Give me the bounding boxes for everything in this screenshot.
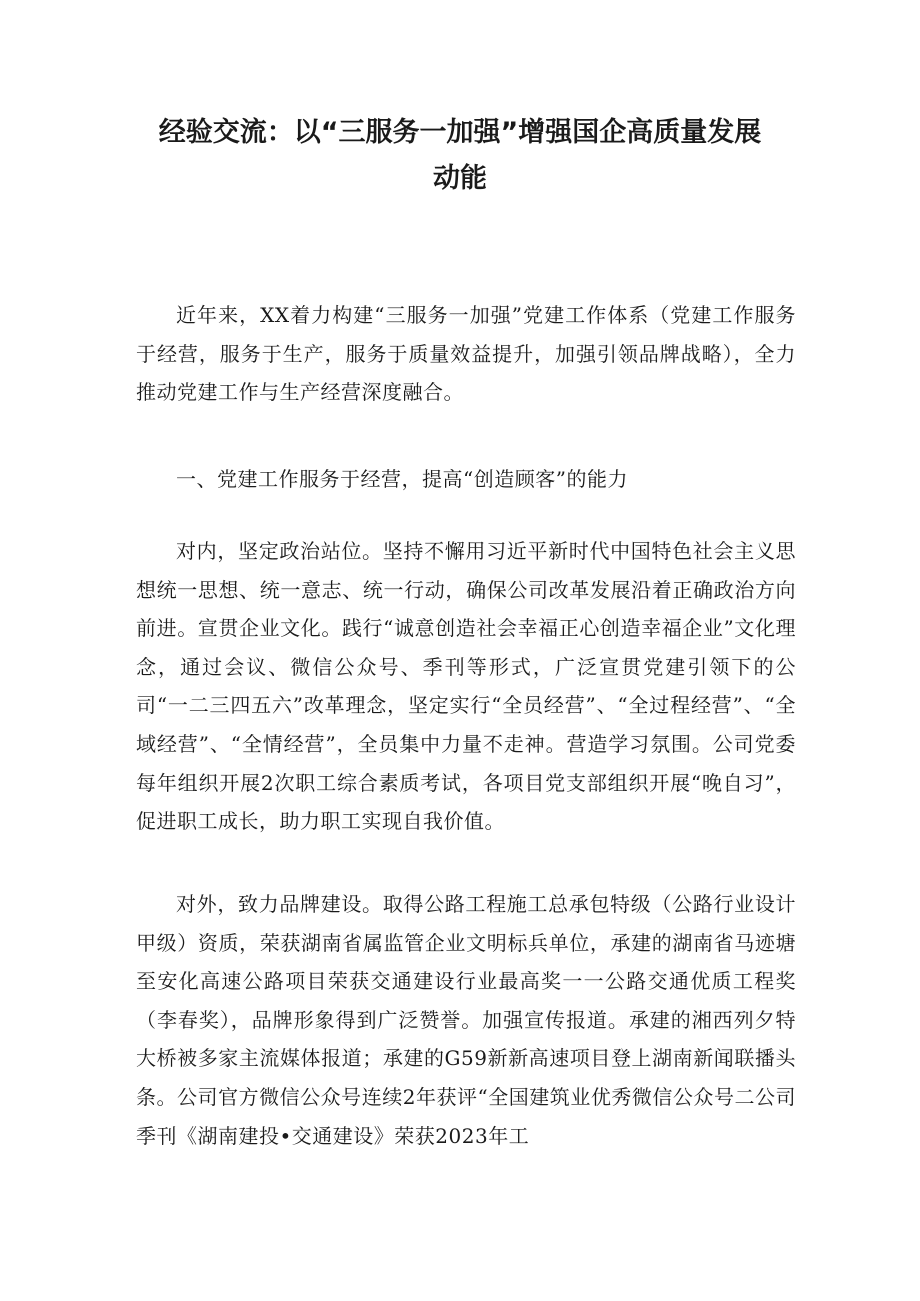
section-heading-1: 一、党建工作服务于经营，提高“创造顾客”的能力 bbox=[176, 467, 628, 491]
internal-paragraph: 对内，坚定政治站位。坚持不懈用习近平新时代中国特色社会主义思想统一思想、统一意志、统一行动，确保公司改革发展沿着正确政治方向前进。宣贯企业文化。践行“诚意创造社会幸福正心创造幸福企业”文化理念，通过会议、微信公众号、季刊等形式，广泛宣贯党建引领下的公司“一二三四五六”改革理念，坚定实行“全员经营”、“全过程经营”、“全域经营”、“全情经营”，全员集中力量不走神。营造学习氛围。公司党委每年组织开展2次职工综合素质考试，各项目党支部组织开展“晚自习”，促进职工成长，助力职工实现自我价值。 bbox=[136, 539, 796, 834]
external-paragraph: 对外，致力品牌建设。取得公路工程施工总承包特级（公路行业设计甲级）资质，荣获湖南省属监管企业文明标兵单位，承建的湖南省马迹塘至安化高速公路项目荣获交通建设行业最高奖一一公路交通优质工程奖（李春奖），品牌形象得到广泛赞誉。加强宣传报道。承建的湘西列夕特大桥被多家主流媒体报道；承建的G59新新高速项目登上湖南新闻联播头条。公司官方微信公众号连续2年获评“全国建筑业优秀微信公众号二公司季刊《湖南建投•交通建设》荣获2023年工 bbox=[136, 892, 796, 1148]
intro-paragraph: 近年来，XX着力构建“三服务一加强”党建工作体系（党建工作服务于经营，服务于生产，服务于质量效益提升，加强引领品牌战略），全力推动党建工作与生产经营深度融合。 bbox=[136, 303, 796, 405]
title-line-1: 经验交流：以“三服务一加强”增强国企高质量发展 bbox=[158, 117, 762, 148]
title-line-2: 动能 bbox=[433, 163, 487, 194]
document-title bbox=[120, 110, 800, 202]
